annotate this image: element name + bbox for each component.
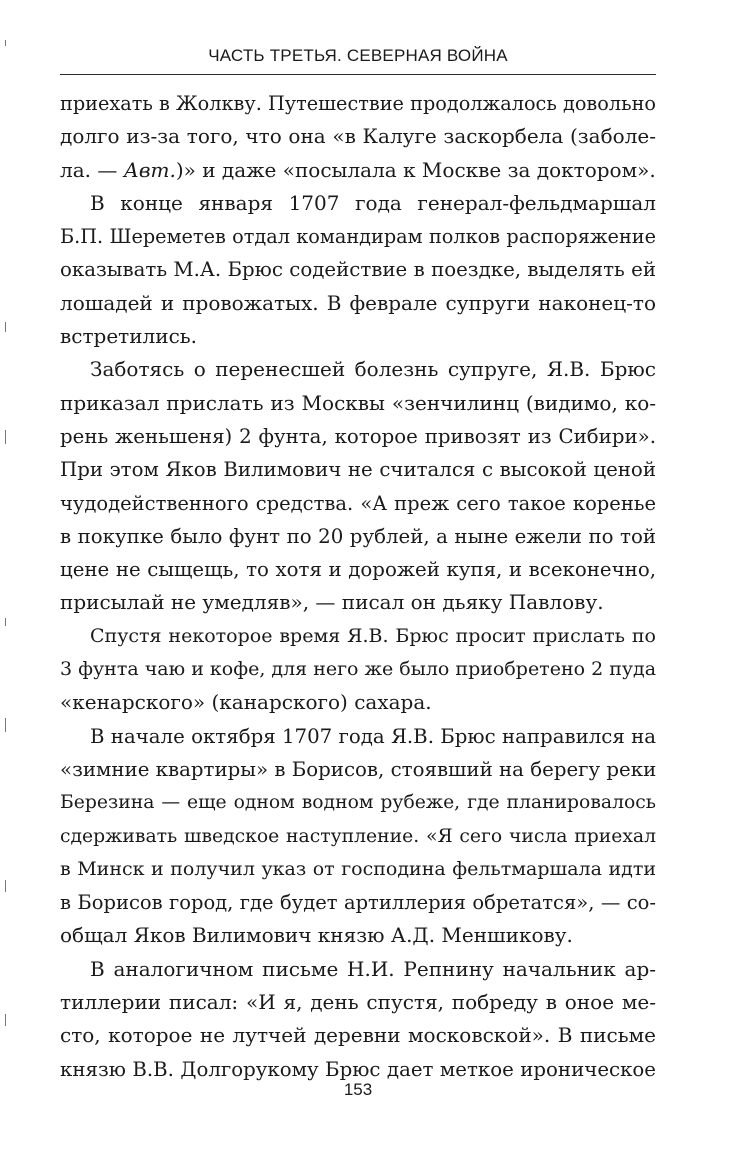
margin-scan-mark [5, 618, 6, 626]
text-line: общал Яков Вилимович князю А.Д. Меншикову. [60, 923, 573, 948]
text-line: лошадей и провожатых. В феврале супруги наконец-то [60, 290, 656, 315]
text-line: приказал прислать из Москвы «зенчилинц (видимо, ко- [60, 390, 656, 415]
text-line: тиллерии писал: «И я, день спустя, побреду в оное ме- [60, 990, 656, 1015]
text-line: В аналогичном письме Н.И. Репнину начальник ар- [90, 956, 656, 981]
text-line: цене не сыщещь, то хотя и дорожей купя, и всеконечно, [60, 558, 656, 582]
text-line: Березина — еще одном водном рубеже, где планировалось [60, 792, 656, 814]
text-line: ла. — Авт.)» и даже «посылала к Москве за доктором». [60, 157, 656, 182]
text-line: Б.П. Шереметев отдал командирам полков распоряжение [60, 225, 656, 249]
margin-scan-mark [5, 430, 6, 444]
margin-scan-mark [5, 322, 6, 332]
text-line: Спустя некоторое время Я.В. Брюс просит прислать по [90, 624, 656, 647]
author-abbrev: Авт. [123, 157, 176, 182]
margin-scan-mark [5, 40, 6, 46]
text-line: сто, которое не лутчей деревни московской». В письме [60, 1023, 656, 1048]
text-line: присылай не умедляв», — писал он дьяку Павлову. [60, 590, 604, 615]
text-line: в Минск и получил указ от господина фельтмаршала идти [60, 857, 656, 880]
text-line: сдерживать шведское наступление. «Я сего числа приехал [60, 825, 656, 847]
text-line: «зимние квартиры» в Борисов, стоявший на берегу реки [60, 757, 656, 781]
margin-scan-mark [5, 718, 6, 732]
text-line: При этом Яков Вилимович не считался с высокой ценой [60, 458, 656, 482]
text-line: чудодейственного средства. «А преж сего такое коренье [60, 491, 656, 515]
text-line: 3 фунта чаю и кофе, для него же было приобретено 2 пуда [60, 658, 656, 681]
text-line: рень женьшеня) 2 фунта, которое привозят из Сибири». [60, 424, 656, 448]
text-line: приехать в Жолкву. Путешествие продолжалось довольно [60, 92, 656, 115]
text-line: князю В.В. Долгорукому Брюс дает меткое ироническое [60, 1057, 656, 1081]
text-line: Заботясь о перенесшей болезнь супруге, Я.В. Брюс [90, 357, 656, 382]
running-head: ЧАСТЬ ТРЕТЬЯ. СЕВЕРНАЯ ВОЙНА [208, 46, 508, 65]
margin-scan-mark [5, 1014, 6, 1026]
margin-scan-mark [5, 880, 6, 892]
page-number: 153 [343, 1080, 373, 1099]
text-line: долго из-за того, что она «в Калуге заскорбела (заболе- [60, 124, 656, 149]
text-line: В конце января 1707 года генерал-фельдмаршал [90, 190, 656, 215]
text-line: в покупке было фунт по 20 рублей, а ныне ежели по той [60, 524, 656, 548]
text-line: В начале октября 1707 года Я.В. Брюс направился на [90, 724, 656, 748]
text-line: оказывать М.А. Брюс содействие в поездке, выделять ей [60, 258, 656, 282]
text-line: «кенарского» (канарского) сахара. [60, 690, 432, 715]
page-body [60, 87, 656, 1086]
text-line: встретились. [60, 324, 198, 349]
header-rule [60, 74, 656, 75]
text-line: в Борисов город, где будет артиллерия обретатся», — со- [60, 891, 656, 915]
